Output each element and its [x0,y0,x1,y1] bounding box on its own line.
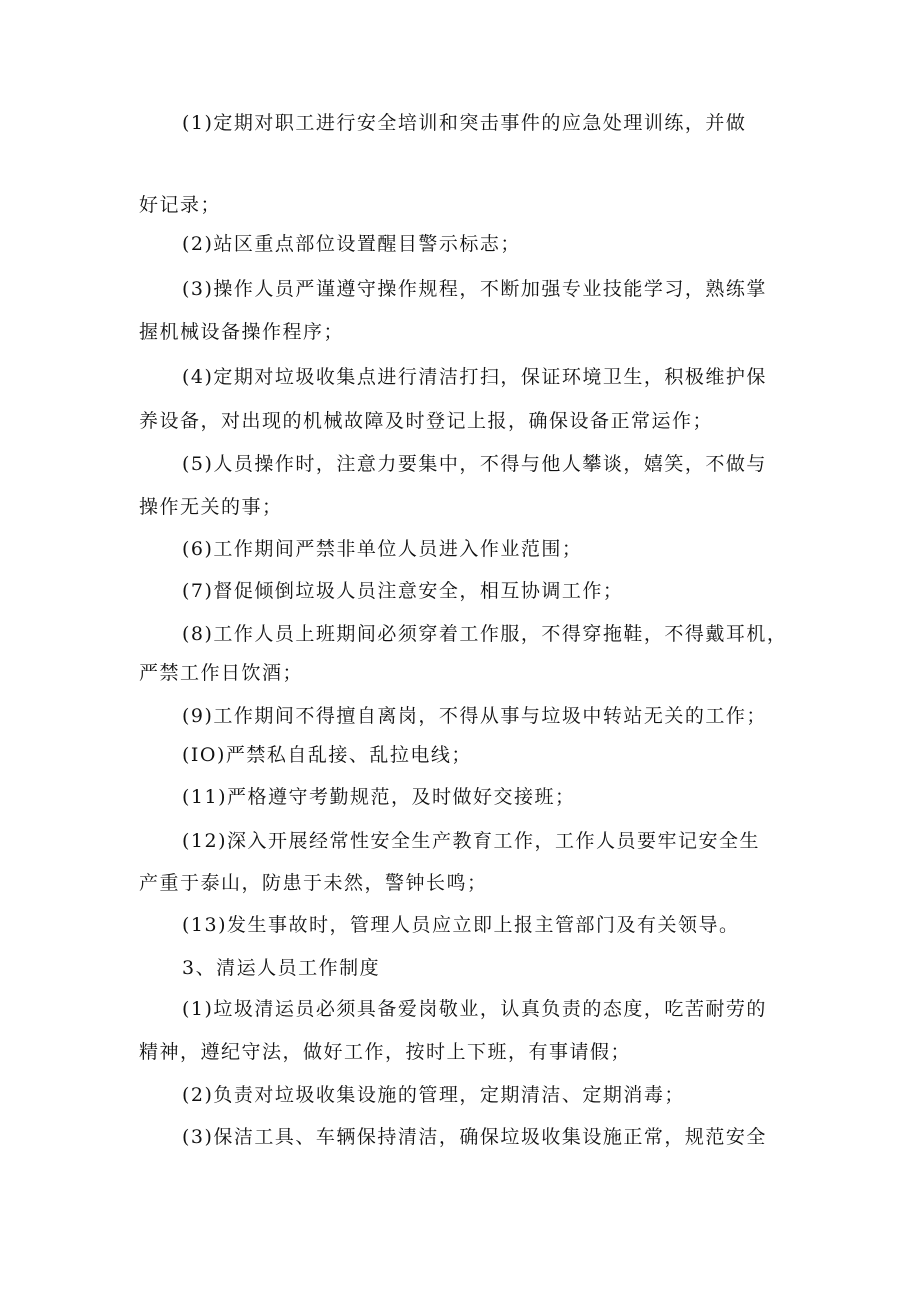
text-line-rule-5: (5)人员操作时，注意力要集中，不得与他人攀谈，嬉笑，不做与 [182,453,767,475]
text-line-sec3-rule-1: (1)垃圾清运员必须具备爱岗敬业，认真负责的态度，吃苦耐劳的 [182,998,767,1020]
text-line-rule-12-cont: 产重于泰山，防患于未然，警钟长鸣； [139,872,488,894]
text-line-rule-1-cont: 好记录； [139,194,222,216]
text-line-rule-3: (3)操作人员严谨遵守操作规程，不断加强专业技能学习，熟练掌 [182,278,767,300]
text-line-rule-3-cont: 握机械设备操作程序； [139,321,345,343]
text-line-rule-9: (9)工作期间不得擅自离岗，不得从事与垃圾中转站无关的工作； [182,705,767,727]
text-line-rule-8-cont: 严禁工作日饮酒； [139,662,304,684]
text-line-rule-4: (4)定期对垃圾收集点进行清洁打扫，保证环境卫生，积极维护保 [182,366,767,388]
text-line-rule-4-cont: 养设备，对出现的机械故障及时登记上报，确保设备正常运作； [139,410,714,432]
text-line-rule-1: (1)定期对职工进行安全培训和突击事件的应急处理训练，并做 [182,112,747,134]
section-heading: 3、清运人员工作制度 [182,957,381,979]
text-line-rule-10: (IO)严禁私自乱接、乱拉电线； [182,744,472,766]
text-line-sec3-rule-3: (3)保洁工具、车辆保持清洁，确保垃圾收集设施正常，规范安全 [182,1126,767,1148]
text-line-rule-8: (8)工作人员上班期间必须穿着工作服，不得穿拖鞋，不得戴耳机， [182,623,788,645]
text-line-rule-13: (13)发生事故时，管理人员应立即上报主管部门及有关领导。 [182,914,740,936]
text-line-rule-2: (2)站区重点部位设置醒目警示标志； [182,233,521,255]
text-line-sec3-rule-1-cont: 精神，遵纪守法，做好工作，按时上下班，有事请假； [139,1041,632,1063]
text-line-rule-5-cont: 操作无关的事； [139,496,283,518]
text-line-rule-11: (11)严格遵守考勤规范，及时做好交接班； [182,786,576,808]
text-line-rule-6: (6)工作期间严禁非单位人员进入作业范围； [182,538,583,560]
text-line-rule-12: (12)深入开展经常性安全生产教育工作，工作人员要牢记安全生 [182,830,761,852]
text-line-rule-7: (7)督促倾倒垃圾人员注意安全，相互协调工作； [182,580,624,602]
text-line-sec3-rule-2: (2)负责对垃圾收集设施的管理，定期清洁、定期消毒； [182,1084,685,1106]
